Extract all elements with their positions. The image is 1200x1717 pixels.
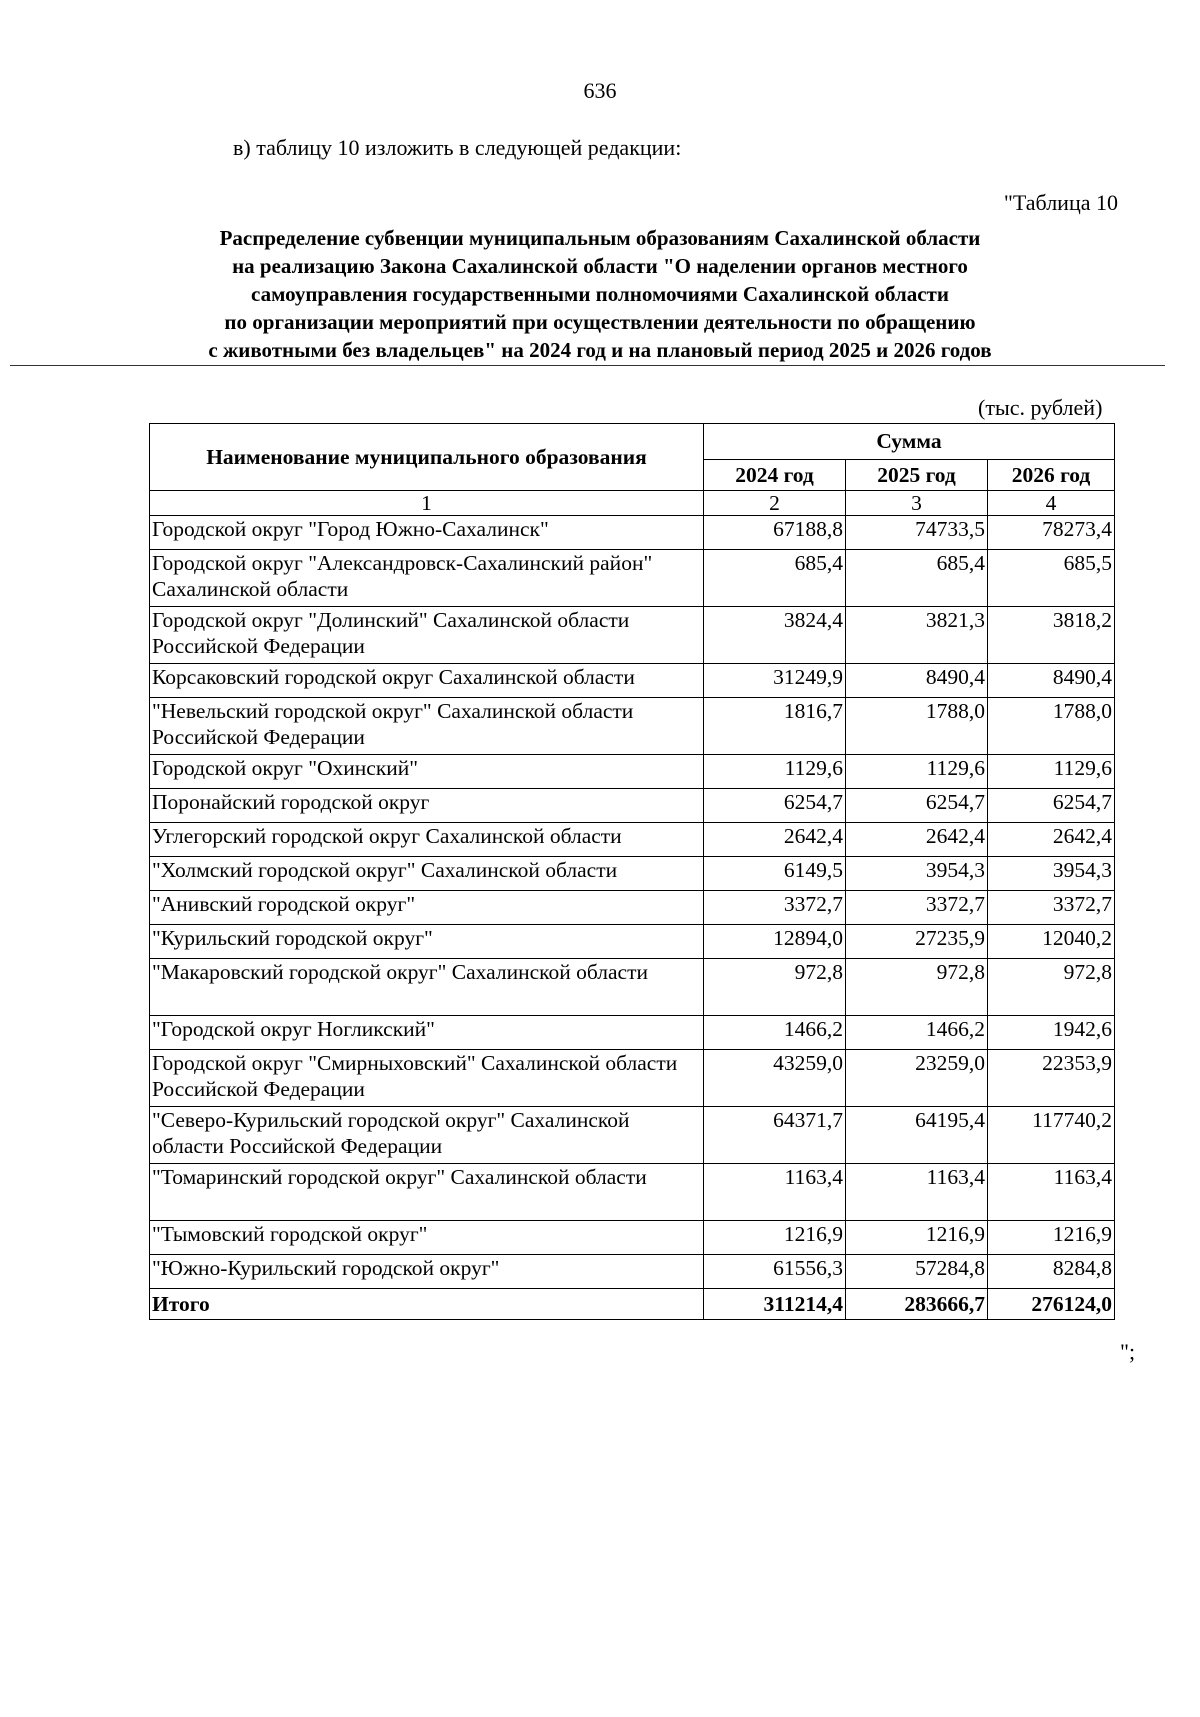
value-2025: 1466,2 bbox=[846, 1016, 988, 1050]
value-2025: 57284,8 bbox=[846, 1255, 988, 1289]
row-name: "Тымовский городской округ" bbox=[150, 1221, 704, 1255]
table-row bbox=[150, 698, 1115, 755]
value-2025: 972,8 bbox=[846, 959, 988, 1016]
row-name: "Макаровский городской округ" Сахалинской области bbox=[150, 959, 704, 1016]
value-2025: 1129,6 bbox=[846, 755, 988, 789]
title-line: самоуправления государственными полномочиями Сахалинской области bbox=[251, 282, 949, 306]
value-2025: 1216,9 bbox=[846, 1221, 988, 1255]
divider-line bbox=[10, 365, 1165, 366]
title-line: Распределение субвенции муниципальным образованиям Сахалинской области bbox=[219, 226, 981, 250]
closing-quote-mark: "; bbox=[1120, 1339, 1136, 1364]
value-2026: 3818,2 bbox=[988, 607, 1115, 664]
table-row bbox=[150, 925, 1115, 959]
column-number: 3 bbox=[846, 491, 988, 516]
value-2026: 117740,2 bbox=[988, 1107, 1115, 1164]
value-2024: 1163,4 bbox=[704, 1164, 846, 1221]
units-label: (тыс. рублей) bbox=[978, 395, 1103, 420]
value-2026: 1942,6 bbox=[988, 1016, 1115, 1050]
value-2026: 78273,4 bbox=[988, 516, 1115, 550]
value-2025: 685,4 bbox=[846, 550, 988, 607]
value-2025: 8490,4 bbox=[846, 664, 988, 698]
value-2026: 22353,9 bbox=[988, 1050, 1115, 1107]
table-row bbox=[150, 1016, 1115, 1050]
header-sum: Сумма bbox=[704, 424, 1115, 460]
column-number: 2 bbox=[704, 491, 846, 516]
table-row bbox=[150, 1050, 1115, 1107]
value-2024: 43259,0 bbox=[704, 1050, 846, 1107]
value-2024: 6254,7 bbox=[704, 789, 846, 823]
value-2026: 8490,4 bbox=[988, 664, 1115, 698]
row-name: Корсаковский городской округ Сахалинской области bbox=[150, 664, 704, 698]
table-row bbox=[150, 755, 1115, 789]
total-row bbox=[150, 1289, 1115, 1320]
row-name: "Томаринский городской округ" Сахалинской области bbox=[150, 1164, 704, 1221]
subvention-table bbox=[149, 423, 1115, 1320]
table-row bbox=[150, 857, 1115, 891]
table-label: "Таблица 10 bbox=[1003, 190, 1118, 215]
value-2024: 972,8 bbox=[704, 959, 846, 1016]
value-2025: 3954,3 bbox=[846, 857, 988, 891]
total-2026: 276124,0 bbox=[988, 1289, 1115, 1320]
value-2024: 3824,4 bbox=[704, 607, 846, 664]
intro-text: в) таблицу 10 изложить в следующей редакции: bbox=[233, 135, 682, 160]
value-2026: 1788,0 bbox=[988, 698, 1115, 755]
table-row bbox=[150, 1164, 1115, 1221]
title-line: с животными без владельцев" на 2024 год и на плановый период 2025 и 2026 годов bbox=[208, 338, 992, 362]
value-2024: 1129,6 bbox=[704, 755, 846, 789]
table-row bbox=[150, 891, 1115, 925]
total-label: Итого bbox=[150, 1289, 704, 1320]
document-title bbox=[0, 224, 1200, 364]
value-2024: 1816,7 bbox=[704, 698, 846, 755]
value-2024: 67188,8 bbox=[704, 516, 846, 550]
row-name: Городской округ "Охинский" bbox=[150, 755, 704, 789]
value-2026: 3372,7 bbox=[988, 891, 1115, 925]
table-row bbox=[150, 823, 1115, 857]
value-2024: 12894,0 bbox=[704, 925, 846, 959]
row-name: Углегорский городской округ Сахалинской области bbox=[150, 823, 704, 857]
value-2025: 6254,7 bbox=[846, 789, 988, 823]
value-2024: 6149,5 bbox=[704, 857, 846, 891]
value-2026: 3954,3 bbox=[988, 857, 1115, 891]
value-2026: 12040,2 bbox=[988, 925, 1115, 959]
column-number: 1 bbox=[150, 491, 704, 516]
value-2025: 27235,9 bbox=[846, 925, 988, 959]
table-row bbox=[150, 550, 1115, 607]
total-2024: 311214,4 bbox=[704, 1289, 846, 1320]
row-name: Городской округ "Александровск-Сахалинский район" Сахалинской области bbox=[150, 550, 704, 607]
table-row bbox=[150, 1221, 1115, 1255]
value-2026: 1163,4 bbox=[988, 1164, 1115, 1221]
row-name: Городской округ "Город Южно-Сахалинск" bbox=[150, 516, 704, 550]
value-2024: 1216,9 bbox=[704, 1221, 846, 1255]
table-row bbox=[150, 1107, 1115, 1164]
row-name: "Курильский городской округ" bbox=[150, 925, 704, 959]
row-name: "Северо-Курильский городской округ" Сахалинской области Российской Федерации bbox=[150, 1107, 704, 1164]
table-row bbox=[150, 959, 1115, 1016]
value-2025: 23259,0 bbox=[846, 1050, 988, 1107]
value-2024: 685,4 bbox=[704, 550, 846, 607]
row-name: "Анивский городской округ" bbox=[150, 891, 704, 925]
value-2026: 1129,6 bbox=[988, 755, 1115, 789]
value-2025: 3821,3 bbox=[846, 607, 988, 664]
value-2025: 3372,7 bbox=[846, 891, 988, 925]
value-2025: 1163,4 bbox=[846, 1164, 988, 1221]
title-line: по организации мероприятий при осуществлении деятельности по обращению bbox=[224, 310, 976, 334]
header-year-2025: 2025 год bbox=[846, 459, 988, 490]
value-2024: 3372,7 bbox=[704, 891, 846, 925]
table-row bbox=[150, 789, 1115, 823]
value-2024: 2642,4 bbox=[704, 823, 846, 857]
value-2024: 61556,3 bbox=[704, 1255, 846, 1289]
row-name: Городской округ "Долинский" Сахалинской области Российской Федерации bbox=[150, 607, 704, 664]
total-2025: 283666,7 bbox=[846, 1289, 988, 1320]
value-2025: 1788,0 bbox=[846, 698, 988, 755]
row-name: "Южно-Курильский городской округ" bbox=[150, 1255, 704, 1289]
value-2025: 2642,4 bbox=[846, 823, 988, 857]
page-number: 636 bbox=[583, 78, 617, 103]
row-name: "Городской округ Ногликский" bbox=[150, 1016, 704, 1050]
value-2024: 64371,7 bbox=[704, 1107, 846, 1164]
value-2026: 6254,7 bbox=[988, 789, 1115, 823]
value-2026: 2642,4 bbox=[988, 823, 1115, 857]
row-name: "Невельский городской округ" Сахалинской области Российской Федерации bbox=[150, 698, 704, 755]
value-2026: 8284,8 bbox=[988, 1255, 1115, 1289]
table-row bbox=[150, 664, 1115, 698]
value-2026: 685,5 bbox=[988, 550, 1115, 607]
header-name: Наименование муниципального образования bbox=[150, 424, 704, 491]
header-year-2024: 2024 год bbox=[704, 459, 846, 490]
row-name: "Холмский городской округ" Сахалинской области bbox=[150, 857, 704, 891]
row-name: Поронайский городской округ bbox=[150, 789, 704, 823]
column-number: 4 bbox=[988, 491, 1115, 516]
header-year-2026: 2026 год bbox=[988, 459, 1115, 490]
value-2025: 74733,5 bbox=[846, 516, 988, 550]
value-2024: 1466,2 bbox=[704, 1016, 846, 1050]
table-row bbox=[150, 1255, 1115, 1289]
value-2024: 31249,9 bbox=[704, 664, 846, 698]
value-2026: 972,8 bbox=[988, 959, 1115, 1016]
row-name: Городской округ "Смирныховский" Сахалинской области Российской Федерации bbox=[150, 1050, 704, 1107]
table-row bbox=[150, 607, 1115, 664]
value-2026: 1216,9 bbox=[988, 1221, 1115, 1255]
value-2025: 64195,4 bbox=[846, 1107, 988, 1164]
table-row bbox=[150, 516, 1115, 550]
title-line: на реализацию Закона Сахалинской области "О наделении органов местного bbox=[232, 254, 968, 278]
